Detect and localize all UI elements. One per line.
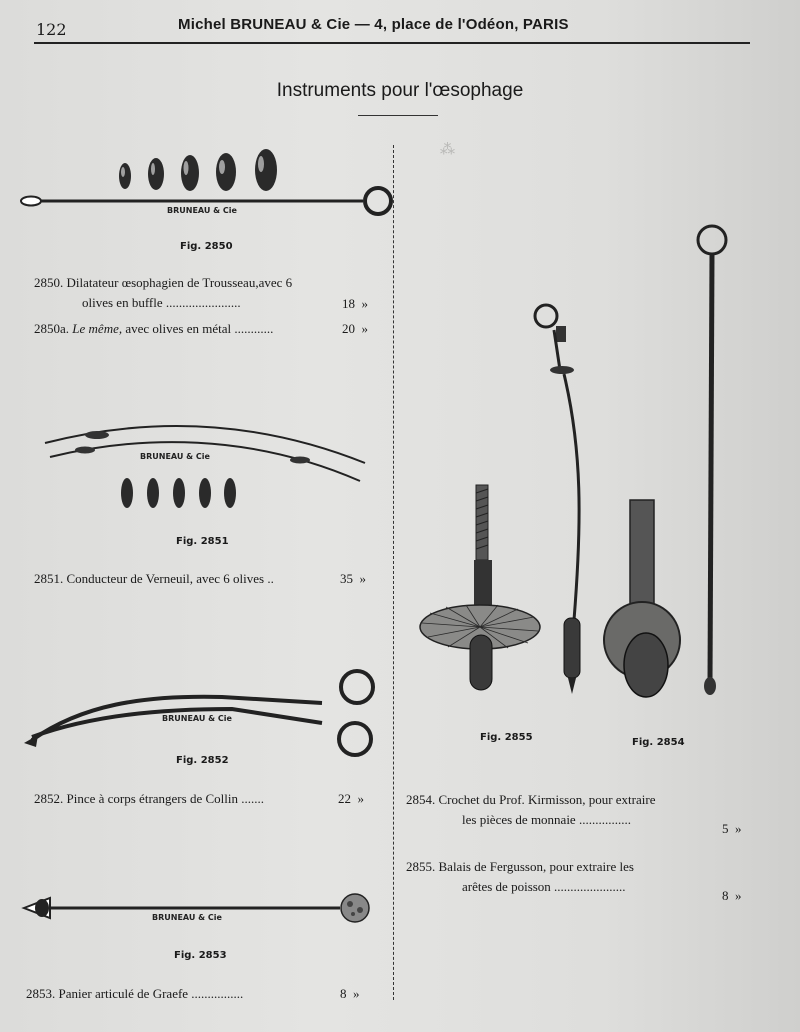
entry-text: Panier articulé de Graefe ................ [58, 986, 244, 1001]
entry-number: 2854. [406, 792, 436, 807]
price-value: 20 [342, 321, 355, 336]
price-2854 [722, 821, 742, 837]
forceps-illustration [22, 665, 382, 755]
price-2853 [340, 986, 360, 1002]
figure-caption-2855: Fig. 2855 [480, 732, 533, 743]
engraved-brand-text: BRUNEAU & Cie [152, 913, 222, 922]
price-unit: » [735, 888, 742, 903]
price-2852 [338, 791, 364, 807]
entry-2854 [406, 790, 716, 830]
price-unit: » [359, 571, 366, 586]
entry-text: Balais de Fergusson, pour extraire les [438, 859, 634, 874]
coin-catcher-illustration [600, 500, 690, 700]
entry-text: Pince à corps étrangers de Collin ....... [66, 791, 264, 806]
figure-caption-2851: Fig. 2851 [176, 536, 229, 547]
entry-number: 2853. [26, 986, 56, 1001]
price-2851 [340, 571, 366, 587]
engraved-brand [167, 204, 247, 216]
entry-2852 [34, 789, 334, 809]
engraved-brand [140, 450, 220, 462]
entry-text-cont: olives en buffle ....................... [82, 295, 241, 310]
figure-caption-2853: Fig. 2853 [174, 950, 227, 961]
entry-number: 2850. [34, 275, 64, 290]
figure-caption-2854: Fig. 2854 [632, 737, 685, 748]
title-underline [358, 115, 438, 116]
price-unit: » [361, 296, 368, 311]
column-divider [393, 145, 394, 1000]
price-2855 [722, 888, 742, 904]
page-number: 122 [36, 20, 67, 39]
conductor-illustration [45, 415, 375, 525]
entry-number: 2855. [406, 859, 436, 874]
entry-number: 2851. [34, 571, 64, 586]
entry-text-cont: arêtes de poisson ...................... [462, 879, 626, 894]
brush-illustration [418, 485, 548, 695]
bleed-through-text: ⁂ [440, 140, 455, 158]
entry-2853 [26, 984, 336, 1004]
price-unit: » [735, 821, 742, 836]
price-value: 8 [722, 888, 729, 903]
price-unit: » [361, 321, 368, 336]
section-title: Instruments pour l'œsophage [276, 80, 524, 101]
long-probe-illustration [690, 222, 740, 702]
entry-2850a [34, 319, 364, 339]
price-2850a [342, 321, 368, 337]
price-value: 35 [340, 571, 353, 586]
entry-number: 2850a. [34, 321, 70, 336]
figure-caption-2852: Fig. 2852 [176, 755, 229, 766]
engraved-brand-text: BRUNEAU & Cie [162, 714, 232, 723]
entry-text-cont: les pièces de monnaie ................ [462, 812, 631, 827]
figure-caption-2850: Fig. 2850 [180, 241, 233, 252]
entry-text: Crochet du Prof. Kirmisson, pour extraire [438, 792, 656, 807]
price-value: 8 [340, 986, 347, 1001]
entry-text-italic: Le même, [72, 321, 123, 336]
entry-text: avec olives en métal ............ [125, 321, 274, 336]
engraved-brand [152, 911, 232, 923]
price-value: 5 [722, 821, 729, 836]
entry-number: 2852. [34, 791, 64, 806]
entry-2855 [406, 857, 716, 897]
price-value: 18 [342, 296, 355, 311]
engraved-brand-text: BRUNEAU & Cie [140, 452, 210, 461]
engraved-brand-text: BRUNEAU & Cie [167, 206, 237, 215]
publisher-header: Michel BRUNEAU & Cie — 4, place de l'Odéon, PARIS [178, 16, 569, 33]
price-unit: » [357, 791, 364, 806]
header-rule [34, 42, 750, 44]
entry-2850 [34, 273, 384, 313]
engraved-brand [162, 712, 242, 724]
entry-2851 [34, 569, 354, 589]
basket-illustration [20, 890, 380, 930]
price-value: 22 [338, 791, 351, 806]
kirmisson-hook-illustration [530, 300, 600, 700]
price-2850 [342, 296, 368, 312]
entry-text: Conducteur de Verneuil, avec 6 olives .. [66, 571, 274, 586]
entry-text: Dilatateur œsophagien de Trousseau,avec 6 [66, 275, 293, 290]
price-unit: » [353, 986, 360, 1001]
